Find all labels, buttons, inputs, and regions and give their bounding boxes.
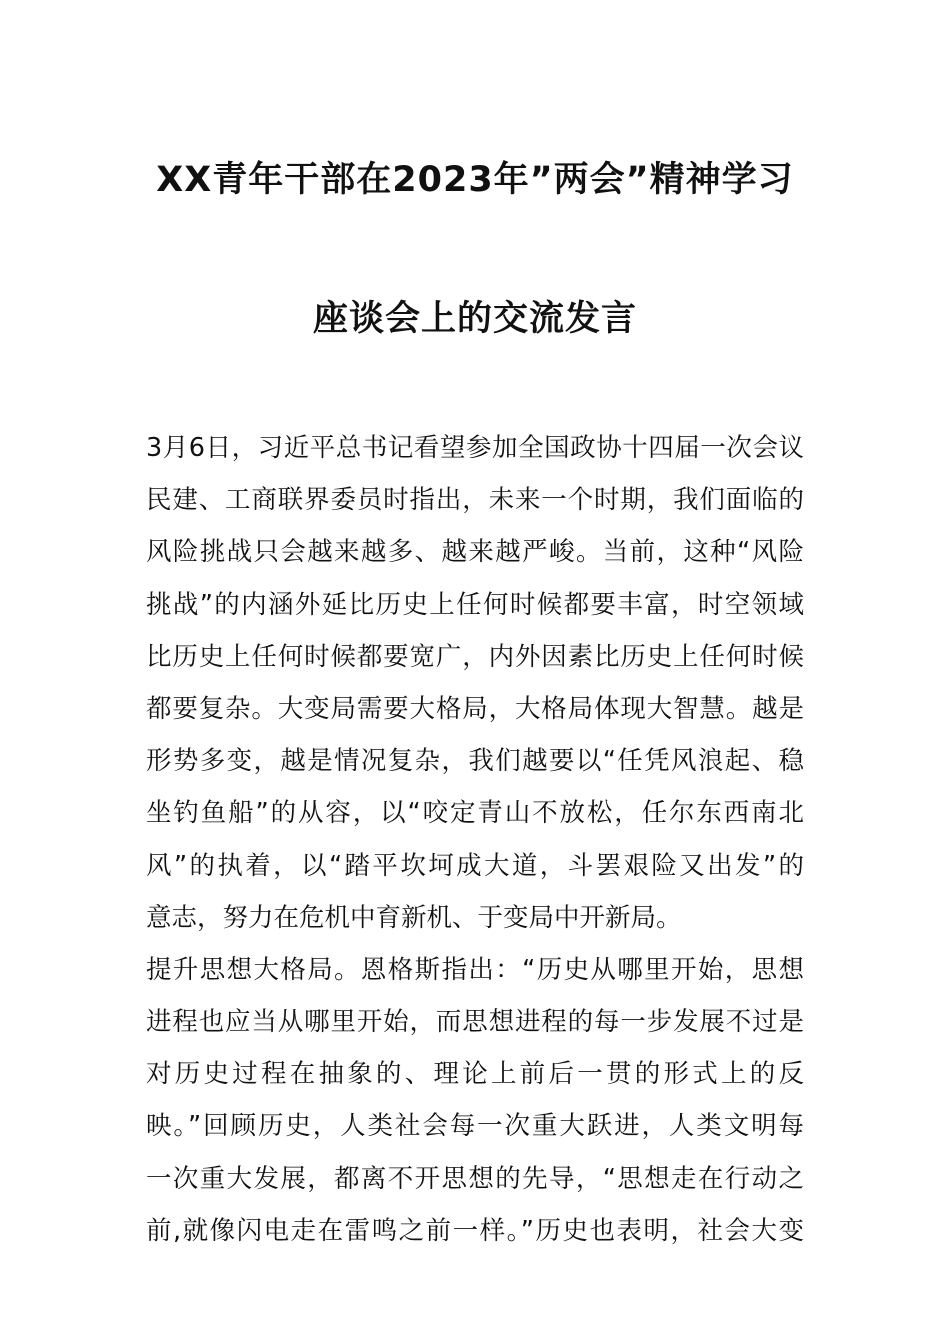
body-line: 都要复杂。大变局需要大格局，大格局体现大智慧。越是 bbox=[146, 693, 804, 724]
document-body bbox=[146, 422, 804, 1257]
body-line: 一次重大发展，都离不开思想的先导，“思想走在行动之 bbox=[146, 1163, 804, 1194]
body-line: 挑战”的内涵外延比历史上任何时候都要丰富，时空领域 bbox=[146, 589, 804, 620]
body-line: 提升思想大格局。恩格斯指出：“历史从哪里开始，思想 bbox=[146, 954, 804, 985]
body-line: 坐钓鱼船”的从容，以“咬定青山不放松，任尔东西南北 bbox=[146, 798, 804, 829]
body-line: 3月6日，习近平总书记看望参加全国政协十四届一次会议 bbox=[146, 433, 804, 463]
body-line: 意志，努力在危机中育新机、于变局中开新局。 bbox=[146, 902, 682, 933]
body-line: 映。”回顾历史，人类社会每一次重大跃进，人类文明每 bbox=[146, 1111, 804, 1142]
body-line: 比历史上任何时候都要宽广，内外因素比历史上任何时候 bbox=[146, 641, 804, 672]
body-line: 进程也应当从哪里开始，而思想进程的每一步发展不过是 bbox=[146, 1007, 804, 1038]
body-line: 对历史过程在抽象的、理论上前后一贯的形式上的反 bbox=[146, 1059, 804, 1090]
body-line: 民建、工商联界委员时指出，未来一个时期，我们面临的 bbox=[146, 485, 804, 516]
body-line: 风”的执着，以“踏平坎坷成大道，斗罢艰险又出发”的 bbox=[146, 850, 804, 881]
document-title-line-2: 座谈会上的交流发言 bbox=[312, 299, 637, 339]
body-line: 形势多变，越是情况复杂，我们越要以“任凭风浪起、稳 bbox=[146, 746, 804, 777]
document-title-line-1: XX青年干部在2023年”两会”精神学习 bbox=[156, 160, 794, 200]
body-line: 风险挑战只会越来越多、越来越严峻。当前，这种“风险 bbox=[146, 537, 804, 568]
body-line: 前,就像闪电走在雷鸣之前一样。”历史也表明，社会大变 bbox=[146, 1215, 804, 1246]
